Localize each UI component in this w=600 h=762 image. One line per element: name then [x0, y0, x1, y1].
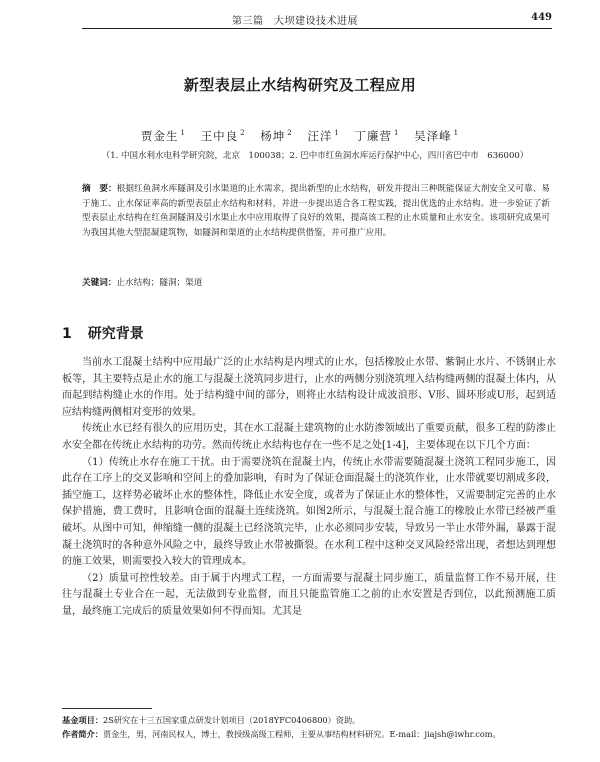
author-note: 作者简介：贾金生，男，河南民权人，博士，教授级高级工程师，主要从事结构材料研究。E-mail：jiajsh@iwhr.com。 [62, 729, 501, 739]
footnote-rule [62, 708, 152, 709]
keywords-text: 止水结构；隧洞；渠道 [116, 278, 203, 288]
paragraph: 当前水工混凝土结构中应用最广泛的止水结构是内埋式的止水，包括橡胶止水带、紫铜止水片、不锈钢止水板等，其主要特点是止水的施工与混凝土浇筑同步进行，止水的两侧分别浇筑埋入结构缝两侧的混凝土体内，从而起到结构缝止水的作用。处于结构缝中间的部分，则将止水结构设计成波浪形、V形、圆环形或U形，起到适应结构缝两侧相对变形的效果。 [62, 357, 556, 418]
abstract [82, 182, 550, 240]
keywords-label: 关键词： [82, 278, 117, 288]
section-title: 研究背景 [87, 326, 144, 342]
paper-title: 新型表层止水结构研究及工程应用 [183, 76, 417, 94]
fund-note: 基金项目：2S研究在十三五国家重点研发计划项目（2018YFC0406800）资助。 [62, 715, 361, 725]
author: 杨坤 $^2$ [260, 129, 293, 143]
author: 丁廉营 $^1$ [354, 129, 400, 143]
section-number: 1 [62, 326, 72, 342]
author: 贾金生 $^1$ [140, 129, 186, 143]
abstract-text: 根据红鱼洞水库隧洞及引水渠道的止水需求，提出新型的止水结构，研发并提出三种既能保证大剂安全又可靠、易于施工、止水保证率高的新型表层止水结构和材料，并进一步提出适合各工程实践，提出优选的止水结构。进一步验证了新型表层止水结构在红鱼洞隧洞及引水渠止水中应用取得了良好的效果，提高该工程的止水质量和止水安全。该项研究成果可为我国其他大型混凝建筑物，如隧洞和渠道的止水结构提供借鉴，并可推广应用。 [82, 184, 550, 238]
running-header [82, 10, 552, 29]
author-list [0, 128, 600, 144]
author: 汪洋 $^1$ [307, 129, 340, 143]
affiliation: （1. 中国水利水电科学研究院，北京 100038；2. 巴中市红鱼洞水库运行保护中心，四川省巴中市 636000） [101, 151, 529, 161]
body-text [62, 355, 556, 621]
header-section-title: 第三篇 大坝建设技术进展 [232, 16, 358, 27]
paragraph: 传统止水已经有很久的应用历史，其在水工混凝土建筑物的止水防渗领域出了重要贡献，很多工程的防渗止水安全都在传统止水结构的功劳。然而传统止水结构也存在一些不足之处[1-4]，主要体现在以下几个方面： [62, 423, 556, 451]
paragraph: （2）质量可控性较差。由于属于内埋式工程，一方面需要与混凝土同步施工，质量监督工作不易开展，往往与混凝土专业合在一起，无法做到专业监督，而且只能监管施工之前的止水安置是否到位，以此预测施工质量，最终施工完成后的质量效果如何不得而知。尤其是 [62, 572, 556, 617]
page-number: 449 [531, 12, 552, 23]
author: 吴泽峰 $^1$ [414, 129, 460, 143]
paragraph: （1）传统止水存在施工干扰。由于需要浇筑在混凝土内，传统止水带需要随混凝土浇筑工程同步施工，因此存在工序上的交叉影响和空间上的叠加影响，有时为了保证仓面混凝土的浇筑作业，止水带就要切割成多段，插空施工，这样势必破坏止水的整体性，降低止水安全度，或者为了保证止水的整体性，又需要制定完善的止水保护措施，费工费时，且影响仓面的混凝土连续浇筑。如图2所示，与混凝土混合施工的橡胶止水带已经被严重破坏。从图中可知，伸缩缝一侧的混凝土已经浇筑完毕，止水必须同步安装，导致另一半止水带外漏，暴露于混凝土浇筑时的各种意外风险之中，最终导致止水带被撕裂。在水利工程中这种交叉风险经常出现，者想达到理想的施工效果，则需要投入较大的管理成本。 [62, 456, 556, 568]
section-heading [62, 323, 144, 343]
footnotes [62, 713, 570, 741]
abstract-label: 摘 要： [82, 184, 117, 194]
keywords [82, 276, 550, 288]
author: 王中良 $^2$ [200, 129, 246, 143]
